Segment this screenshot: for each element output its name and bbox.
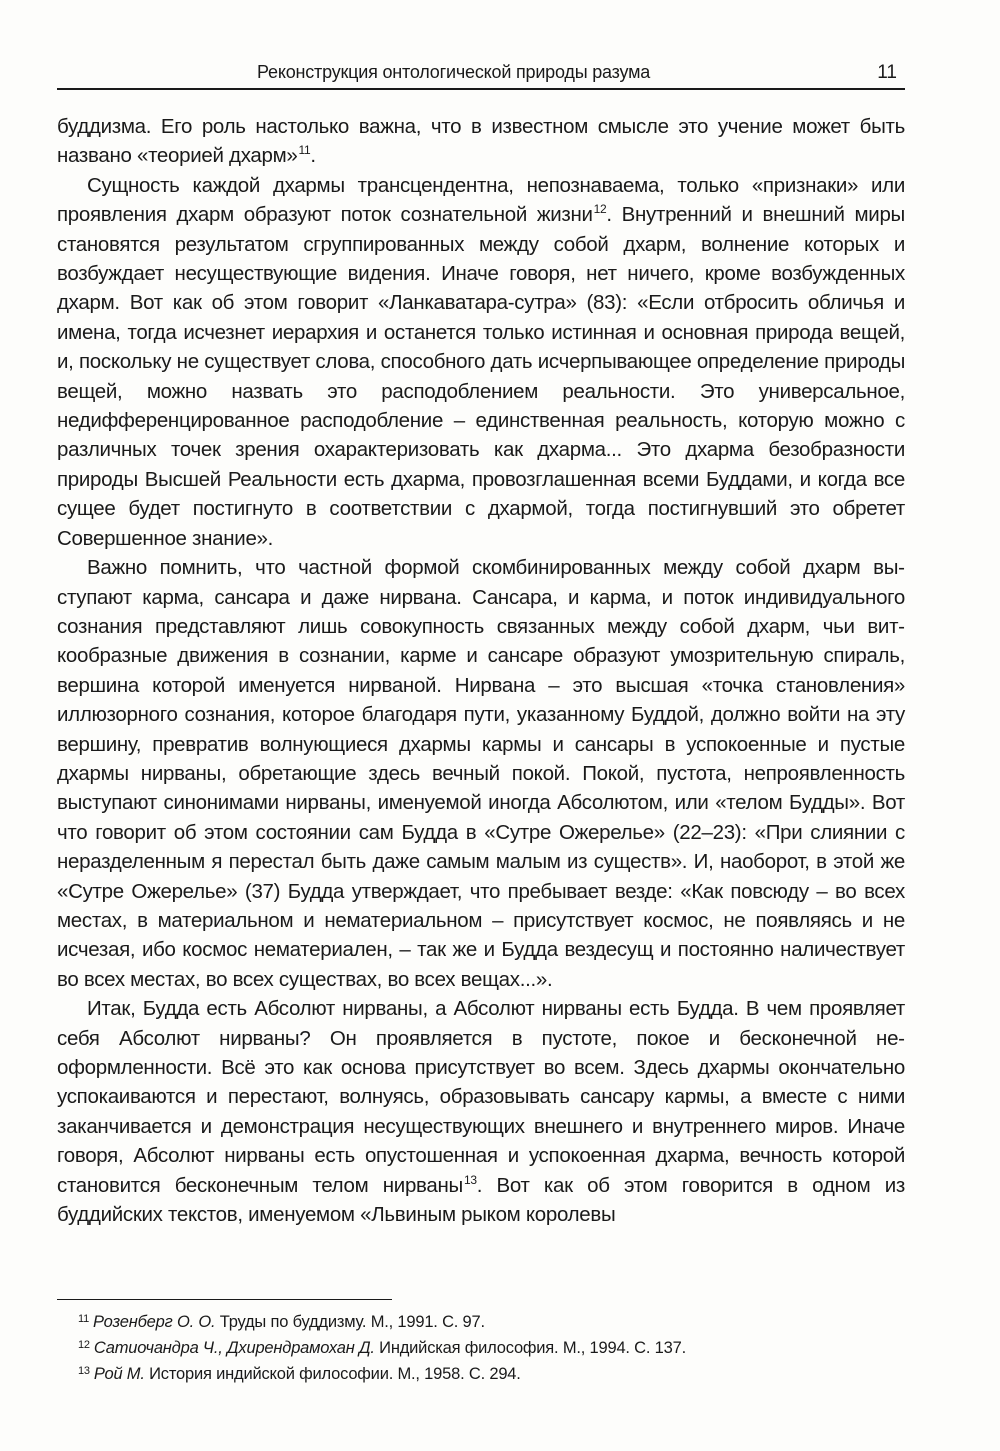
footnote-number: 11 bbox=[78, 1313, 90, 1325]
paragraph-2-text-b: . Внутренний и внешний миры становятся результатом сгруппированных между собой дхарм, волнение которых и возбуждает несуществующие видения. Иначе говоря, нет ничего, кроме возбужденных дхарм. Вот как об этом говорит «Ланкаватара-сутра» (83): «Если отбросить обличья и имена, тогда исчезнет иерархия и останется только истинная и основная природа вещей, и, поскольку не существует слова, способного дать исчерпывающее определение природы вещей, можно назвать это расподоблением реальности. Это универсальное, недифференцированное расподобление – единственная реальность, которую можно с различных точек зрения охарактеризовать как дхарма... Это дхарма безобразности природы Высшей Реальности есть дхарма, провозглашенная всеми Буддами, и когда все сущее будет постигнуто в соответствии с дхармой, тогда постигнувший это обретет Совершенное знание». bbox=[57, 203, 905, 550]
footnote-author: Рой М. bbox=[93, 1365, 145, 1383]
footnote-ref-13[interactable]: 13 bbox=[463, 1172, 477, 1187]
page-number: 11 bbox=[877, 62, 897, 83]
paragraph-4 bbox=[57, 994, 905, 1229]
paragraph-2 bbox=[57, 171, 905, 553]
running-header bbox=[57, 58, 905, 90]
footnote-11 bbox=[78, 1310, 898, 1336]
paragraph-1-text: буддизма. Его роль настолько важна, что в известном смысле это учение может быть названо «теорией дхарм» bbox=[57, 115, 905, 168]
footnote-number: 13 bbox=[78, 1365, 90, 1377]
footnote-number: 12 bbox=[78, 1339, 90, 1351]
paragraph-4-text-b: . Вот как об этом говорится в одном из буддийских текстов, именуемом «Львиным рыком королевы bbox=[57, 1173, 905, 1227]
footnote-ref-12[interactable]: 12 bbox=[593, 202, 607, 217]
running-title: Реконструкция онтологической природы разума bbox=[257, 62, 651, 82]
footnote-text: История индийской философии. М., 1958. С. 294. bbox=[144, 1365, 521, 1383]
paragraph-3 bbox=[57, 553, 905, 994]
footnote-12 bbox=[78, 1336, 898, 1362]
paragraph-3-text: Важно помнить, что частной формой скомбинированных между собой дхарм выступают карма, сансара и даже нирвана. Сансара, и карма, и поток индивидуального сознания представляют лишь совокупность связанных между собой дхарм, чьи виткообразные движения в сознании, карме и сансаре образуют умозрительную спираль, вершина которой именуется нирваной. Нирвана – это высшая «точка становления» иллюзорного сознания, которое благодаря пути, указанному Буддой, должно войти на эту вершину, превратив волнующиеся дхармы кармы и сансары в успокоенные и пустые дхармы нирваны, обретающие здесь вечный покой. Покой, пустота, непроявленность выступают синонимами нирваны, именуемой иногда Абсолютом, или «телом Будды». Вот что говорит об этом состоянии сам Будда в «Сутре Ожерелье» (22–23): «При слиянии с неразделенным я перестал быть даже самым малым из существ». И, наоборот, в этой же «Сутре Ожерелье» (37) Будда утверждает, что пребывает везде: «Как повсюду – во всех местах, в материальном и нематериальном – присутствует космос, не появляясь и не исчезая, ибо космос нематериален, – так же и Будда вездесущ и постоянно наличествует во всех местах, во всех существах, во всех вещах...». bbox=[57, 556, 905, 991]
footnote-author: Розенберг О. О. bbox=[93, 1313, 216, 1331]
paragraph-4-text-a: Итак, Будда есть Абсолют нирваны, а Абсолют нирваны есть Будда. В чем проявляет себя Абсолют нирваны? Он проявляется в пустоте, покое и бесконечной неоформленности. Всё это как основа присутствует во всем. Здесь дхармы окончательно успокаиваются и перестают, волнуясь, образовывать сансару кармы, а вместе с ними заканчивается и демонстрация несуществующих внешнего и внутреннего миров. Иначе говоря, Абсолют нирваны есть опустошенная и успокоенная дхарма, вечность которой становится бесконечным телом нирваны bbox=[57, 997, 905, 1197]
body-text bbox=[57, 112, 905, 1229]
footnote-ref-11[interactable]: 11 bbox=[298, 143, 311, 158]
footnote-text: Труды по буддизму. М., 1991. С. 97. bbox=[215, 1313, 485, 1331]
footnote-text: Индийская философия. М., 1994. С. 137. bbox=[374, 1339, 686, 1357]
paragraph-2-text-a: Сущность каждой дхармы трансцендентна, непознаваема, только «признаки» или проявления дхарм образуют поток сознательной жизни bbox=[57, 173, 905, 227]
paragraph-1 bbox=[57, 112, 905, 171]
paragraph-1-tail: . bbox=[310, 144, 316, 168]
footnote-divider bbox=[57, 1299, 392, 1300]
footnotes bbox=[78, 1310, 898, 1388]
footnote-13 bbox=[78, 1362, 898, 1388]
footnote-author: Сатиочандра Ч., Дхирендрамохан Д. bbox=[93, 1339, 375, 1357]
